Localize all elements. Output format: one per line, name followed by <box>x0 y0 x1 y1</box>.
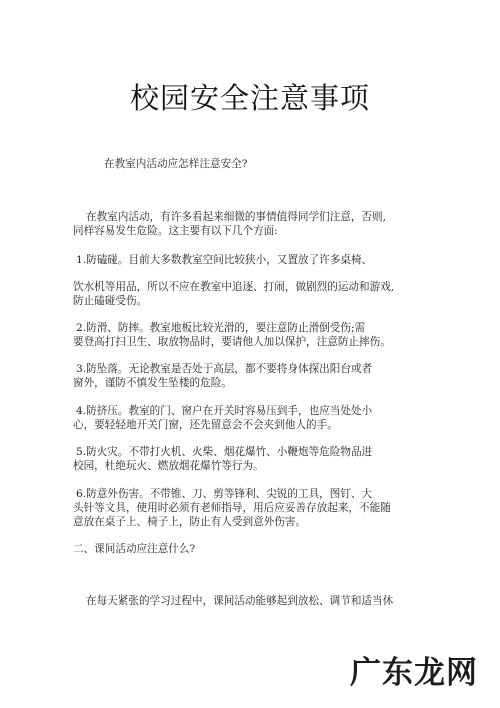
item-4-line-2: 心，要轻轻地开关门窗，还先留意会不会夹到他人的手。 <box>73 419 338 431</box>
item-1-line-1: 1.防磕碰。目前大多数教室空间比较狭小，又置放了许多桌椅、 <box>76 254 373 266</box>
subheading: 在教室内活动应怎样注意安全? <box>104 158 248 170</box>
section-2-paragraph: 在每天紧张的学习过程中，课间活动能够起到放松、调节和适当休 <box>86 595 394 607</box>
item-5-line-1: 5.防火灾。不带打火机、火柴、烟花爆竹、小鞭炮等危险物品进 <box>76 446 373 458</box>
page-title: 校园安全注意事项 <box>129 81 370 115</box>
intro-line-2: 同样容易发生危险。这主要有以下几个方面: <box>73 225 278 237</box>
item-3-line-2: 窗外，谨防不慎发生坠楼的危险。 <box>73 377 232 389</box>
item-1-line-3: 防止磕碰受伤。 <box>73 295 148 307</box>
item-6-line-2: 头针等文具，使用时必须有老师指导，用后应妥善存放起来，不能随 <box>73 502 391 514</box>
intro-line-1: 在教室内活动，有许多看起来细微的事情值得同学们注意，否则, <box>86 211 386 223</box>
item-2-line-2: 要登高打扫卫生、取放物品时，要请他人加以保护，注意防止摔伤。 <box>73 336 391 348</box>
item-2-line-1: 2.防滑、防摔。教室地板比较光滑的，要注意防止滑倒受伤;需 <box>76 322 366 334</box>
item-6-line-1: 6.防意外伤害。不带锥、刀、剪等锋利、尖锐的工具，图钉、大 <box>76 488 373 500</box>
item-4-line-1: 4.防挤压。教室的门、窗户在开关时容易压到手，也应当处处小 <box>76 405 373 417</box>
item-1-line-2: 饮水机等用品，所以不应在教室中追逐、打闹，做剧烈的运动和游戏, <box>73 281 395 293</box>
item-6-line-3: 意放在桌子上、椅子上，防止有人受到意外伤害。 <box>73 516 307 528</box>
item-3-line-1: 3.防坠落。无论教室是否处于高层，都不要将身体探出阳台或者 <box>76 363 373 375</box>
item-5-line-2: 校园，杜绝玩火、燃放烟花爆竹等行为。 <box>73 460 264 472</box>
section-2-heading: 二、课间活动应注意什么? <box>73 543 196 555</box>
watermark-logo: 广东龙网 <box>350 655 478 691</box>
